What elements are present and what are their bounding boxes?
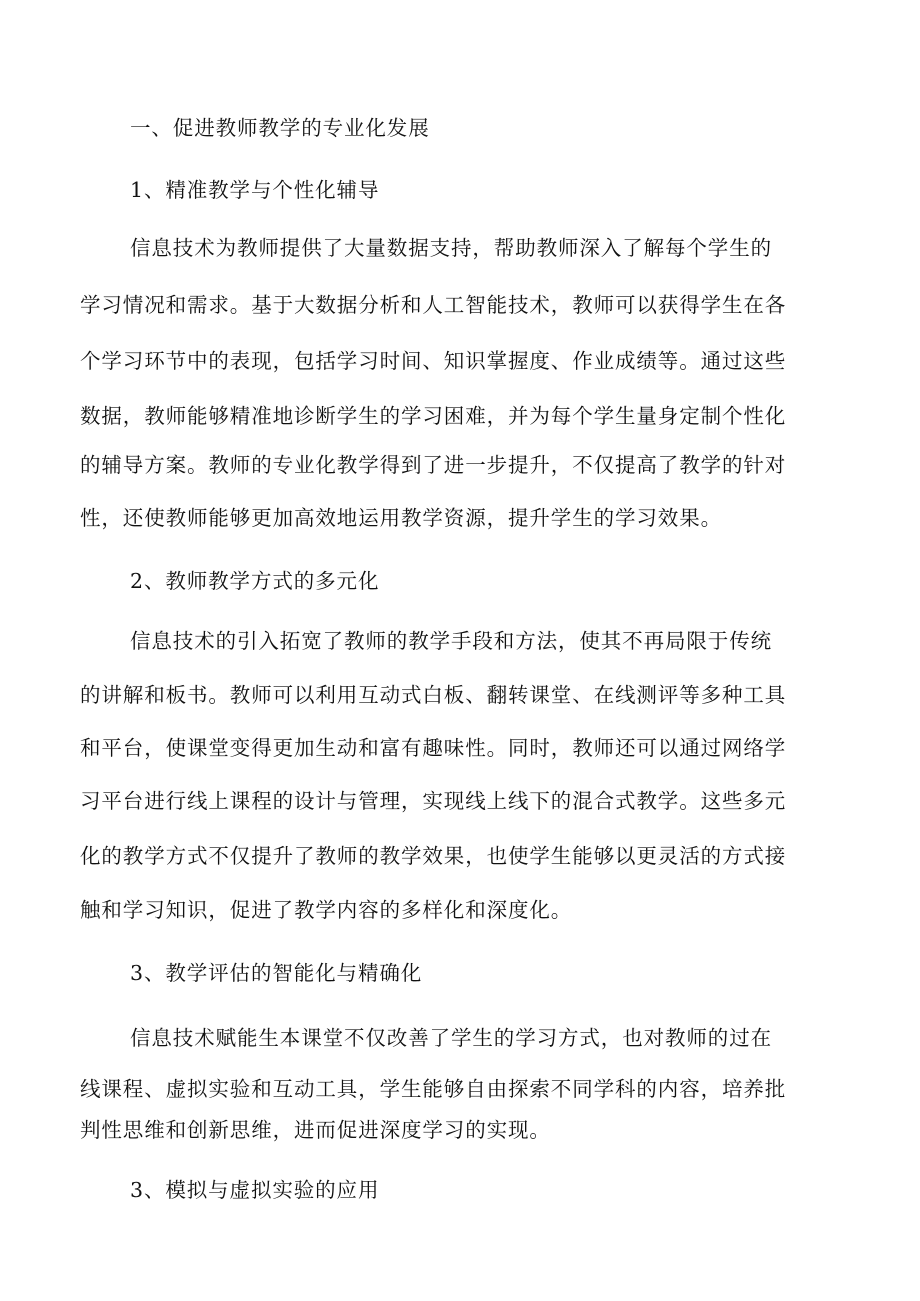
paragraph-2-line-6: 触和学习知识，促进了教学内容的多样化和深度化。 [80,898,573,922]
paragraph-2-line-4: 习平台进行线上课程的设计与管理，实现线上线下的混合式教学。这些多元 [80,789,787,813]
section-heading: 一、促进教师教学的专业化发展 [130,116,430,140]
paragraph-2-line-5: 化的教学方式不仅提升了教师的教学效果，也使学生能够以更灵活的方式接 [80,844,787,868]
paragraph-1-line-3: 个学习环节中的表现，包括学习时间、知识掌握度、作业成绩等。通过这些 [80,349,787,373]
subsection-heading-1: 1、精准教学与个性化辅导 [130,178,380,202]
paragraph-1-line-6: 性，还使教师能够更加高效地运用教学资源，提升学生的学习效果。 [80,506,722,530]
paragraph-2-line-3: 和平台，使课堂变得更加生动和富有趣味性。同时，教师还可以通过网络学 [80,736,787,760]
paragraph-1-line-5: 的辅导方案。教师的专业化教学得到了进一步提升，不仅提高了教学的针对 [80,453,787,477]
paragraph-1-line-2: 学习情况和需求。基于大数据分析和人工智能技术，教师可以获得学生在各 [80,293,787,317]
paragraph-1-line-4: 数据，教师能够精准地诊断学生的学习困难，并为每个学生量身定制个性化 [80,404,787,428]
paragraph-1-line-1: 信息技术为教师提供了大量数据支持，帮助教师深入了解每个学生的 [130,236,772,260]
subsection-heading-4: 3、模拟与虚拟实验的应用 [130,1178,380,1202]
paragraph-2-line-1: 信息技术的引入拓宽了教师的教学手段和方法，使其不再局限于传统 [130,629,772,653]
paragraph-3-line-2: 线课程、虚拟实验和互动工具，学生能够自由探索不同学科的内容，培养批 [80,1077,787,1101]
paragraph-3-line-1: 信息技术赋能生本课堂不仅改善了学生的学习方式，也对教师的过在 [130,1026,772,1050]
paragraph-3-line-3: 判性思维和创新思维，进而促进深度学习的实现。 [80,1118,551,1142]
subsection-heading-3: 3、教学评估的智能化与精确化 [130,961,423,985]
subsection-heading-2: 2、教师教学方式的多元化 [130,569,380,593]
paragraph-2-line-2: 的讲解和板书。教师可以利用互动式白板、翻转课堂、在线测评等多种工具 [80,683,787,707]
